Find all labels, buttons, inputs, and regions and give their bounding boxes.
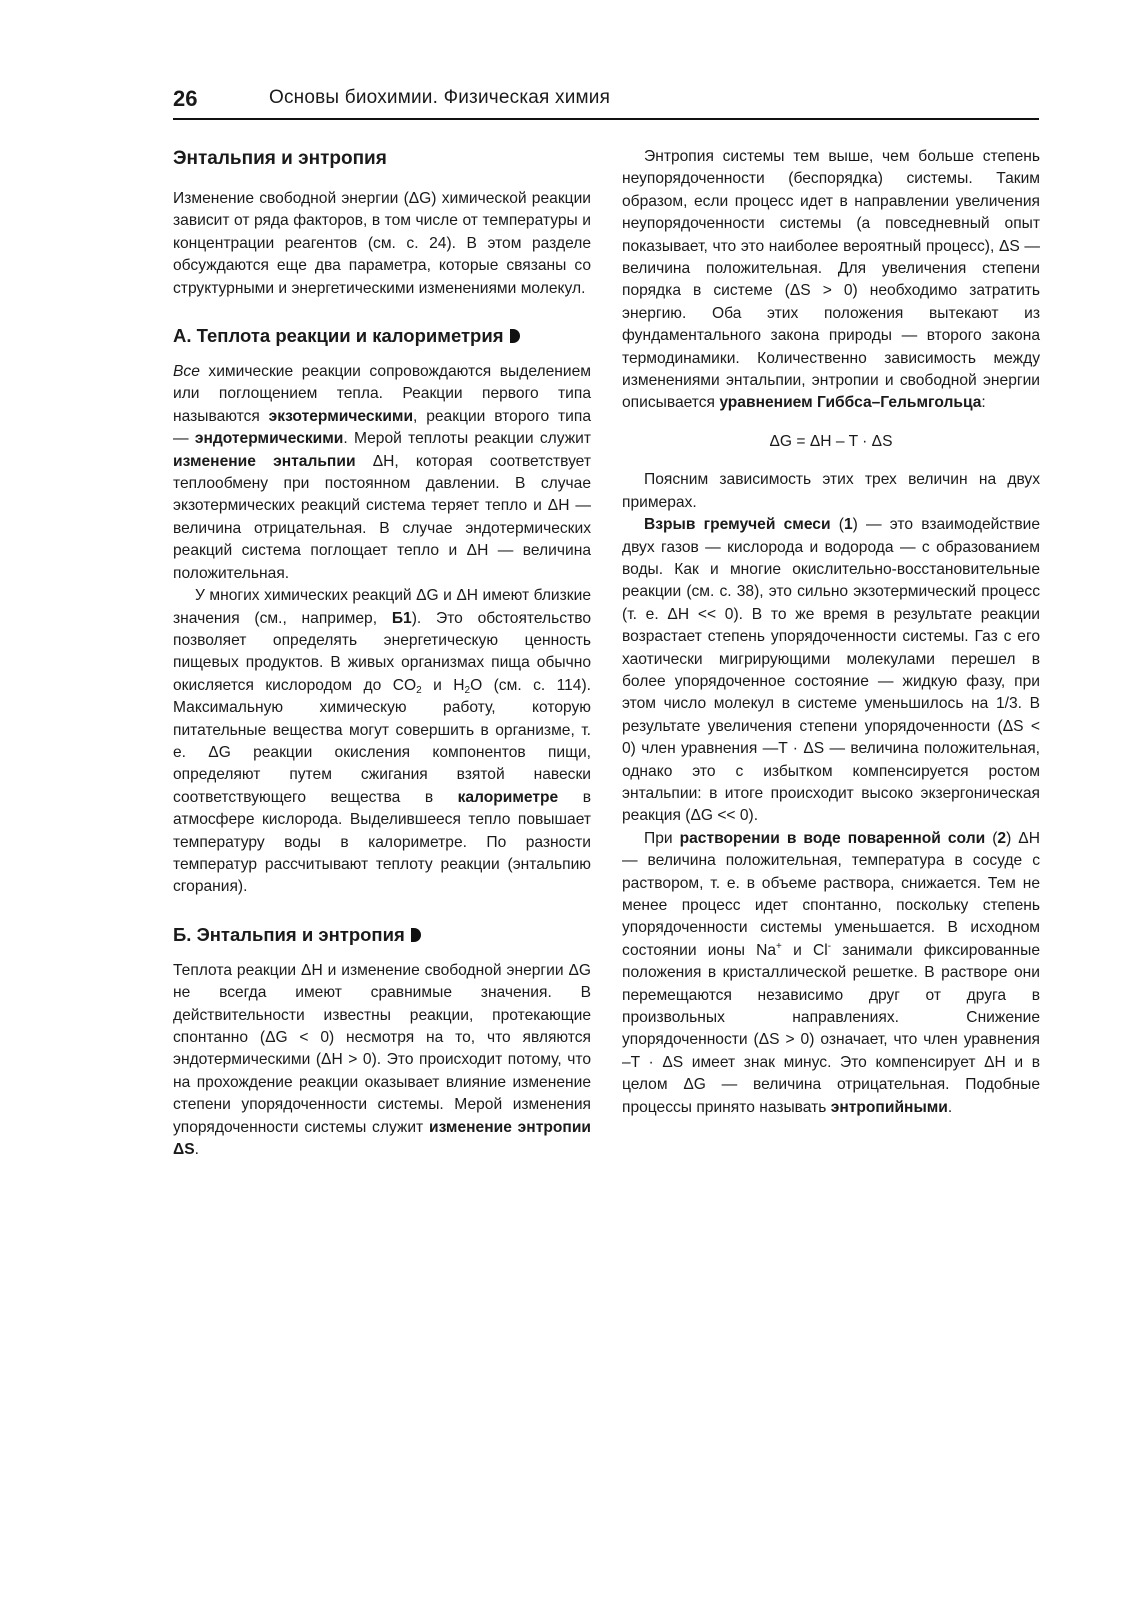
right-column xyxy=(622,146,1040,1119)
header-rule xyxy=(173,118,1039,120)
right-paragraph-2: Поясним зависимость этих трех величин на двух примерах. xyxy=(622,471,1040,511)
section-title: Энтальпия и энтропия xyxy=(173,148,387,169)
left-column xyxy=(173,146,591,1161)
gibbs-formula: ΔG = ΔH – T · ΔS xyxy=(769,432,893,450)
section-a-paragraph-2: У многих химических реакций ΔG и ΔH имеют близкие значения (см., например, Б1). Это обстоятельство позволяет определять энергетическую ценность пищевых продуктов. В живых организмах пища обычно окисляется кислородом до $CO_2$ и $H_2O$ (см. с. 114). Максимальную химическую работу, которую питательные вещества могут совершить в организме, т. е. ΔG реакции окисления компонентов пищи, определяют путем сжигания взятой навески соответствующего вещества в калориметре в атмосфере кислорода. Выделившееся тепло повышает температуру воды в калориметре. По разности температур рассчитывают теплоту реакции (энтальпию сгорания). xyxy=(173,587,592,896)
running-title: Основы биохимии. Физическая химия xyxy=(269,87,611,108)
section-b-paragraph-1: Теплота реакции ΔH и изменение свободной энергии ΔG не всегда имеют сравнимые значения. В действительности известны реакции, протекающие спонтанно (ΔG < 0) несмотря на то, что являются эндотермическими (ΔH > 0). Это происходит потому, что на прохождение реакции оказывает влияние изменение степени упорядоченности системы. Мерой изменения упорядоченности системы служит изменение энтропии ΔS. xyxy=(173,961,591,1159)
page-header xyxy=(173,86,1039,120)
section-b-title: Б. Энтальпия и энтропия xyxy=(173,923,405,945)
intro-paragraph: Изменение свободной энергии (ΔG) химической реакции зависит от ряда факторов, в том числе от температуры и концентрации реагентов (см. с. 24). В этом разделе обсуждаются еще два параметра, которые связаны со структурными и энергетическими изменениями молекул. xyxy=(173,190,591,297)
section-marker-icon xyxy=(510,329,520,343)
section-a-title: А. Теплота реакции и калориметрия xyxy=(173,325,504,347)
right-paragraph-1: Энтропия системы тем выше, чем больше степень неупорядоченности (беспорядка) системы. Таким образом, если процесс идет в направлении увеличения неупорядоченности системы (а повседневный опыт показывает, что это наиболее вероятный процесс), ΔS — величина положительная. Для увеличения степени порядка в системе (ΔS > 0) необходимо затратить энергию. Оба этих положения вытекают из фундаментального закона природы — второго закона термодинамики. Количественно зависимость между изменениями энтальпии, энтропии и свободной энергии описывается уравнением Гиббса–Гельмгольца: xyxy=(622,148,1040,412)
page-number: 26 xyxy=(173,86,198,111)
right-paragraph-4: При растворении в воде поваренной соли (2) ΔH — величина положительная, температура в сосуде с раствором, т. е. в объеме раствора, снижается. Тем не менее процесс идет спонтанно, поскольку степень упорядоченности системы уменьшается. В исходном состоянии ионы Na+ и Cl- занимали фиксированные положения в кристаллической решетке. В растворе они перемещаются независимо друг от друга в произвольных направлениях. Снижение упорядоченности (ΔS > 0) означает, что член уравнения –T · ΔS имеет знак минус. Это компенсирует ΔH и в целом ΔG — величина отрицательная. Подобные процессы принято называть энтропийными. xyxy=(622,829,1041,1116)
section-b-heading xyxy=(173,922,591,947)
right-paragraph-3: Взрыв гремучей смеси (1) — это взаимодействие двух газов — кислорода и водорода — с образованием воды. Как и многие окислительно-восстановительные реакции (см. с. 38), это сильно экзотермический процесс (т. е. ΔH << 0). В то же время в результате реакции возрастает степень упорядоченности системы. Газ с его хаотически мигрирующими молекулами перешел в более упорядоченное состояние — жидкую фазу, при этом число молекул в системе уменьшилось на 1/3. В результате увеличения степени упорядоченности (ΔS < 0) член уравнения —T · ΔS — величина положительная, однако это с избытком компенсируется ростом энтальпии: в итоге происходит высоко экзергоническая реакция (ΔG << 0). xyxy=(622,516,1040,825)
section-marker-icon xyxy=(411,928,421,942)
section-a-paragraph-1: Все химические реакции сопровождаются выделением или поглощением тепла. Реакции первого типа называются экзотермическими, реакции второго типа — эндотермическими. Мерой теплоты реакции служит изменение энтальпии ΔH, которая соответствует теплообмену при постоянном давлении. В случае экзотермических реакций система теряет тепло и ΔH — величина отрицательная. В случае эндотермических реакций система поглощает тепло и ΔH — величина положительная. xyxy=(173,363,592,582)
section-a-heading xyxy=(173,323,591,348)
